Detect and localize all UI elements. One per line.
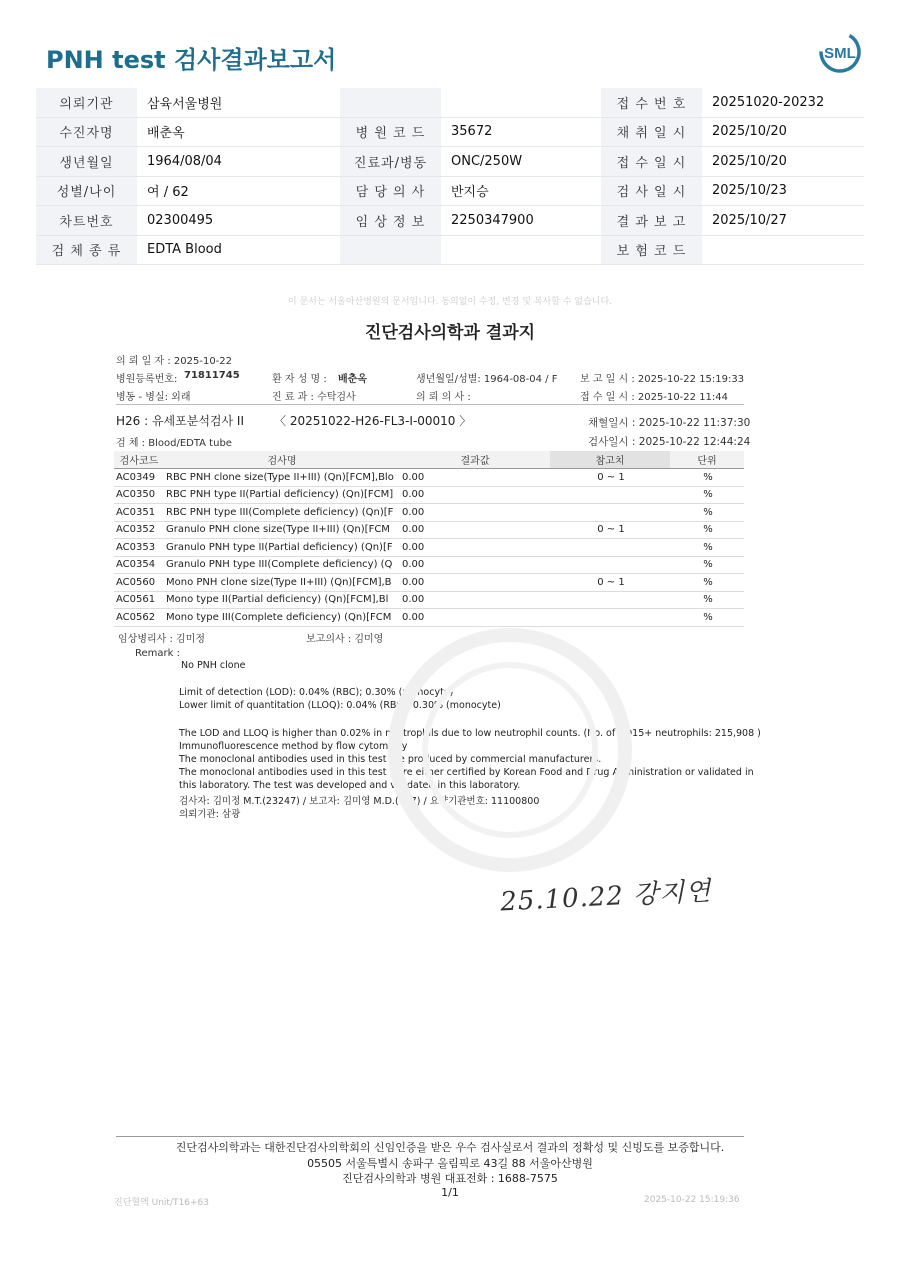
table-cell: %	[670, 591, 744, 609]
footer-certification: 진단검사의학과는 대한진단검사의학회의 신임인증을 받은 우수 검사실로서 결과의 정확성 및 신빙도를 보증합니다.	[175, 1141, 725, 1154]
collect-time: 채혈일시 : 2025-10-22 11:37:30	[588, 417, 751, 429]
table-cell: 0 ~ 1	[550, 469, 670, 487]
table-cell: Granulo PNH type III(Complete deficiency) (Q	[164, 556, 400, 574]
header-value: 20251020-20232	[702, 88, 864, 117]
table-cell: Mono type III(Complete deficiency) (Qn)[FCM	[164, 609, 400, 627]
table-cell: 0.00	[400, 609, 550, 627]
table-cell: 0 ~ 1	[550, 574, 670, 592]
remark-line: Immunofluorescence method by flow cytometry	[179, 741, 408, 752]
header-label: 담 당 의 사	[340, 176, 441, 206]
table-cell: 0.00	[400, 539, 550, 557]
footer-unit: 진단혈액 Unit/T16+63	[114, 1198, 209, 1208]
requesting-doctor: 의 뢰 의 사 :	[416, 392, 471, 403]
table-row	[114, 504, 744, 522]
test-name: H26 : 유세포분석검사 II	[116, 414, 245, 428]
header-value: 35672	[441, 117, 601, 147]
table-cell: %	[670, 486, 744, 504]
header-label: 보 험 코 드	[601, 235, 702, 265]
footer-phone: 진단검사의학과 병원 대표전화 : 1688-7575	[342, 1172, 558, 1185]
report-time: 보 고 일 시 : 2025-10-22 15:19:33	[580, 374, 745, 385]
header-value: 삼육서울병원	[137, 88, 340, 117]
receipt-time: 접 수 일 시 : 2025-10-22 11:44	[580, 392, 729, 403]
table-cell: AC0560	[114, 574, 164, 592]
test-id: 〈 20251022-H26-FL3-I-00010 〉	[274, 414, 472, 428]
results-column-header: 단위	[670, 451, 744, 469]
header-value: 2025/10/23	[702, 176, 864, 206]
header-value: 02300495	[137, 206, 340, 236]
patient-name: 배춘옥	[338, 374, 367, 385]
table-cell: Granulo PNH clone size(Type II+III) (Qn)[FCM	[164, 521, 400, 539]
header-value: EDTA Blood	[137, 235, 340, 265]
handwritten-signature: 25.10.22 강지연	[499, 876, 713, 918]
header-label: 병 원 코 드	[340, 117, 441, 147]
remark-line: Lower limit of quantitation (LLOQ): 0.04% (RBC); 0.30% (monocyte)	[179, 700, 501, 711]
table-cell: AC0352	[114, 521, 164, 539]
table-cell	[550, 504, 670, 522]
header-label: 수진자명	[36, 117, 137, 147]
header-empty-cell	[441, 88, 601, 117]
test-time: 검사일시 : 2025-10-22 12:44:24	[588, 436, 751, 448]
results-table	[114, 451, 744, 627]
table-cell	[550, 556, 670, 574]
table-cell: AC0354	[114, 556, 164, 574]
table-cell: Mono PNH clone size(Type II+III) (Qn)[FCM],B	[164, 574, 400, 592]
table-cell	[550, 486, 670, 504]
result-sheet-title: 진단검사의학과 결과지	[364, 323, 536, 343]
header-label: 결 과 보 고	[601, 206, 702, 236]
results-column-header: 결과값	[400, 451, 550, 469]
header-label: 진료과/병동	[340, 147, 441, 177]
remark-line: this laboratory. The test was developed and validated in this laboratory.	[179, 780, 521, 791]
dept: 진 료 과 : 수탁검사	[272, 392, 356, 403]
header-value: ONC/250W	[441, 147, 601, 177]
table-cell: Mono type II(Partial deficiency) (Qn)[FCM],Bl	[164, 591, 400, 609]
header-value: 1964/08/04	[137, 147, 340, 177]
header-label: 생년월일	[36, 147, 137, 177]
table-cell: 0.00	[400, 574, 550, 592]
results-column-header: 참고치	[550, 451, 670, 469]
header-value: 반지승	[441, 176, 601, 206]
table-cell: 0.00	[400, 486, 550, 504]
table-row	[114, 521, 744, 539]
remark-line: The monoclonal antibodies used in this test were either certified by Korean Food and Drug Administration or validated in	[179, 767, 754, 778]
header-label: 임 상 정 보	[340, 206, 441, 236]
clinical-pathologist: 임상병리사 : 김미정	[118, 634, 206, 645]
header-row	[36, 117, 864, 147]
table-cell: %	[670, 504, 744, 522]
table-cell	[550, 539, 670, 557]
table-cell: 0.00	[400, 469, 550, 487]
remark-line: The LOD and LLOQ is higher than 0.02% in neutrophils due to low neutrophil counts. (No. of CD15+ neutrophils: 215,908 )	[179, 728, 761, 739]
table-cell: %	[670, 469, 744, 487]
reg-no: 71811745	[184, 370, 240, 381]
table-cell: %	[670, 521, 744, 539]
header-label: 채 취 일 시	[601, 117, 702, 147]
table-cell: AC0353	[114, 539, 164, 557]
request-date: 의 뢰 일 자 : 2025-10-22	[116, 356, 233, 367]
table-row	[114, 486, 744, 504]
table-cell: RBC PNH clone size(Type II+III) (Qn)[FCM],Blo	[164, 469, 400, 487]
table-row	[114, 556, 744, 574]
header-empty-cell	[340, 88, 441, 117]
logo-text: SML	[824, 45, 856, 62]
table-cell: 0.00	[400, 591, 550, 609]
table-cell: AC0561	[114, 591, 164, 609]
header-label: 접 수 번 호	[601, 88, 702, 117]
table-cell: 0.00	[400, 521, 550, 539]
table-cell: %	[670, 556, 744, 574]
remark-label: Remark :	[135, 648, 180, 659]
header-empty-cell	[340, 235, 441, 265]
remark-line: 의뢰기관: 삼광	[179, 809, 241, 820]
remark-line: 검사자: 김미정 M.T.(23247) / 보고자: 김미영 M.D.(797) / 요양기관번호: 11100800	[179, 796, 540, 807]
table-row	[114, 591, 744, 609]
table-cell: Granulo PNH type II(Partial deficiency) (Qn)[F	[164, 539, 400, 557]
copy-notice: 이 문서는 서울아산병원의 문서입니다. 동의없이 수정, 변경 및 복사할 수 없습니다.	[287, 297, 613, 307]
header-label: 검 사 일 시	[601, 176, 702, 206]
results-column-header: 검사코드	[114, 451, 164, 469]
table-cell: 0.00	[400, 504, 550, 522]
table-cell: 0 ~ 1	[550, 521, 670, 539]
header-value: 배춘옥	[137, 117, 340, 147]
ward: 병동 - 병실: 외래	[116, 392, 191, 403]
table-cell: %	[670, 609, 744, 627]
footer-address: 05505 서울특별시 송파구 올림픽로 43길 88 서울아산병원	[307, 1157, 593, 1170]
header-label: 검 체 종 류	[36, 235, 137, 265]
table-cell: AC0351	[114, 504, 164, 522]
header-label: 의뢰기관	[36, 88, 137, 117]
footer-print-time: 2025-10-22 15:19:36	[644, 1195, 740, 1205]
header-value: 2025/10/20	[702, 117, 864, 147]
table-cell	[550, 591, 670, 609]
reporting-doctor: 보고의사 : 김미영	[306, 634, 384, 645]
remark-line: The monoclonal antibodies used in this test are produced by commercial manufacturers.	[179, 754, 602, 765]
header-value: 2025/10/20	[702, 147, 864, 177]
header-row	[36, 206, 864, 236]
table-cell: AC0350	[114, 486, 164, 504]
results-column-header: 검사명	[164, 451, 400, 469]
report-title: PNH test 검사결과보고서	[46, 46, 337, 74]
header-value: 2250347900	[441, 206, 601, 236]
table-cell: 0.00	[400, 556, 550, 574]
header-value: 2025/10/27	[702, 206, 864, 236]
header-value	[702, 235, 864, 265]
header-label: 차트번호	[36, 206, 137, 236]
table-cell: AC0562	[114, 609, 164, 627]
table-cell: %	[670, 539, 744, 557]
approval-watermark	[380, 620, 640, 880]
header-label: 성별/나이	[36, 176, 137, 206]
sml-logo	[818, 30, 862, 74]
remark-line: Limit of detection (LOD): 0.04% (RBC); 0.30% (monocyte)	[179, 687, 454, 698]
table-cell: RBC PNH type III(Complete deficiency) (Qn)[F	[164, 504, 400, 522]
specimen: 검 체 : Blood/EDTA tube	[116, 438, 232, 449]
header-row	[36, 147, 864, 177]
table-row	[114, 574, 744, 592]
patient-header-table	[36, 88, 864, 265]
table-cell: %	[670, 574, 744, 592]
header-value: 여 / 62	[137, 176, 340, 206]
header-empty-cell	[441, 235, 601, 265]
header-row	[36, 176, 864, 206]
header-row	[36, 88, 864, 117]
table-cell: AC0349	[114, 469, 164, 487]
header-label: 접 수 일 시	[601, 147, 702, 177]
reg-no-label: 병원등록번호:	[116, 374, 178, 385]
remark-line: No PNH clone	[181, 660, 246, 671]
page-number: 1/1	[441, 1186, 459, 1199]
divider	[116, 404, 744, 405]
table-row	[114, 539, 744, 557]
dob-sex: 생년월일/성별: 1964-08-04 / F	[416, 374, 558, 385]
table-row	[114, 469, 744, 487]
patient-label: 환 자 성 명 :	[272, 374, 327, 385]
footer-divider	[116, 1136, 744, 1137]
table-cell: RBC PNH type II(Partial deficiency) (Qn)[FCM]	[164, 486, 400, 504]
header-row	[36, 235, 864, 265]
